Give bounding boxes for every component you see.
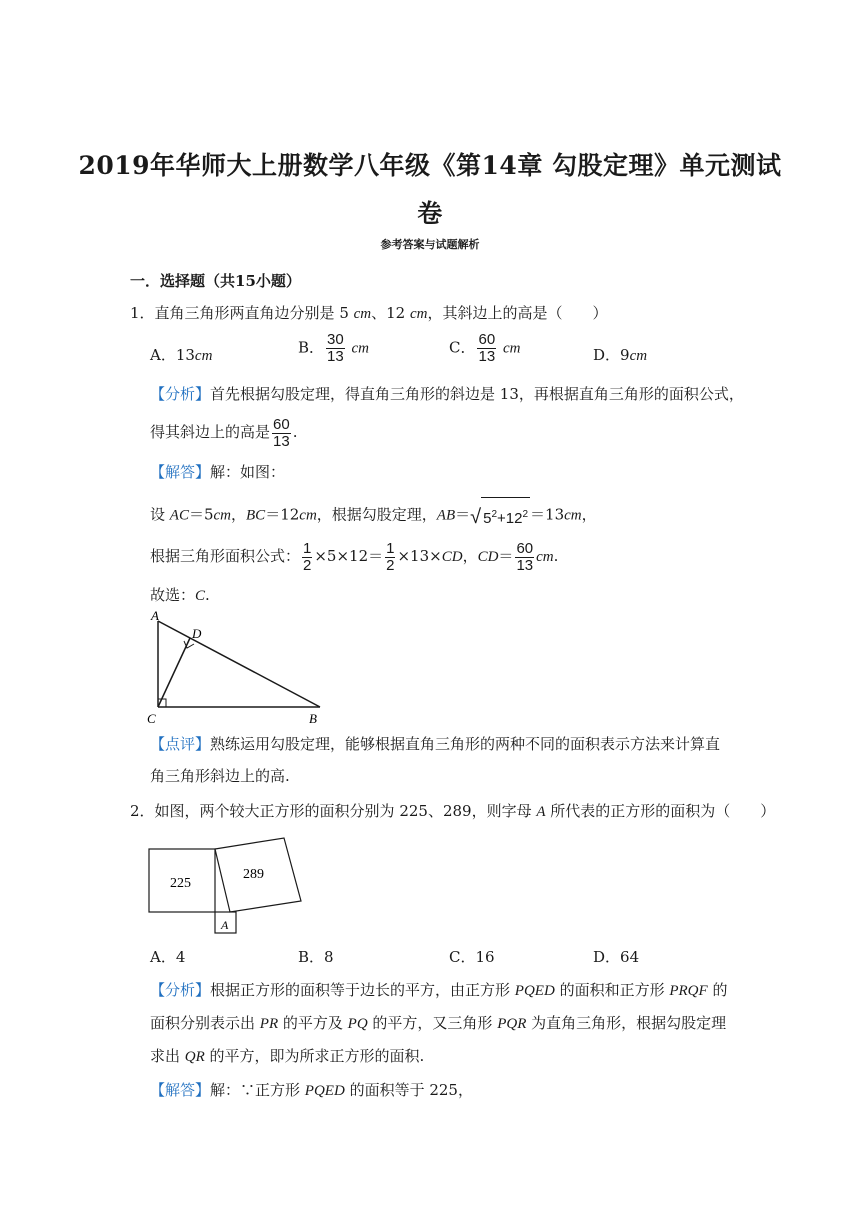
math-text: ， <box>462 547 478 565</box>
option-label: B． <box>298 338 325 357</box>
option-label: A．13 <box>150 346 195 364</box>
math-var: PQED <box>304 1083 345 1099</box>
q2-solution <box>150 1080 473 1101</box>
q1-comment <box>150 734 720 754</box>
math-var: PRQF <box>669 983 708 999</box>
math-var: PQED <box>514 983 555 999</box>
math-var: QR <box>184 1049 205 1065</box>
fraction-numerator: 1 <box>386 539 395 557</box>
math-text: ，根据勾股定理， <box>316 505 437 524</box>
fraction-denominator: 13 <box>478 348 496 365</box>
q2-analysis-line1 <box>150 980 727 1001</box>
math-unit: cm <box>299 507 317 524</box>
q2-analysis-line3 <box>150 1046 424 1067</box>
option-unit: cm <box>629 348 648 364</box>
label-b: B <box>309 711 317 726</box>
q1-stem-text: 、12 <box>371 304 410 322</box>
option-unit: cm <box>351 340 369 357</box>
q1-stem <box>130 303 608 324</box>
analysis-text: . <box>292 423 298 441</box>
analysis-text: 的面积和正方形 <box>554 981 670 999</box>
analysis-tag: 【分析】 <box>150 981 211 999</box>
q2-analysis-line2 <box>150 1013 726 1034</box>
solution-text: 的面积等于 225， <box>344 1081 473 1099</box>
math-var: BC <box>246 507 266 524</box>
math-text: 根据三角形面积公式： <box>150 547 301 565</box>
label-a: A <box>221 918 229 932</box>
q2-option-a: A．4 <box>150 948 186 966</box>
fraction-numerator: 60 <box>516 539 534 557</box>
fraction-numerator: 60 <box>273 415 290 433</box>
q1-option-c <box>449 332 520 365</box>
fraction-denominator: 13 <box>516 556 534 574</box>
q2-option-d: D．64 <box>593 948 640 966</box>
choice-text: . <box>205 586 210 604</box>
fraction-numerator: 60 <box>478 331 496 348</box>
square-root: √ $5^2+12^2$ <box>470 497 530 534</box>
q1-analysis-line2 <box>150 413 297 451</box>
fraction <box>477 332 496 365</box>
analysis-text: 根据正方形的面积等于边长的平方，由正方形 <box>210 981 515 999</box>
math-unit: cm <box>213 507 231 524</box>
math-var: CD <box>477 549 499 565</box>
math-var: AB <box>436 507 456 524</box>
math-text: . <box>553 547 559 565</box>
document-subtitle: 参考答案与试题解析 <box>380 238 480 251</box>
fraction-denominator: 13 <box>327 348 344 365</box>
analysis-text: 的平方及 <box>278 1014 348 1032</box>
label-225: 225 <box>170 876 191 891</box>
analysis-text: 面积分别表示出 <box>150 1014 260 1032</box>
analysis-text: 的 <box>707 981 728 999</box>
option-unit: cm <box>502 340 521 357</box>
q2-option-b: B．8 <box>298 948 334 966</box>
solution-tag: 【解答】 <box>150 1081 211 1099</box>
fraction-denominator: 13 <box>273 432 290 450</box>
q2-stem-text: 所代表的正方形的面积为（ ） <box>545 802 776 820</box>
q2-stem-var: A <box>536 804 546 820</box>
label-c: C <box>147 711 156 726</box>
option-label: D．9 <box>593 346 630 364</box>
analysis-text: 求出 <box>150 1047 185 1065</box>
analysis-text: 得其斜边上的高是 <box>150 423 271 441</box>
fraction-numerator: 30 <box>327 331 344 348</box>
math-var: PR <box>259 1016 279 1032</box>
math-text: +12 <box>497 510 523 527</box>
math-text: ， <box>231 505 247 524</box>
solution-text: 解：∵正方形 <box>210 1081 305 1099</box>
q2-stem <box>130 801 775 822</box>
math-var: PQR <box>497 1016 527 1032</box>
section-heading: 一．选择题（共15小题） <box>130 272 301 290</box>
fraction <box>515 541 534 574</box>
comment-tag: 【点评】 <box>150 735 211 753</box>
math-text: ＝ <box>455 505 471 524</box>
q1-stem-text: 1．直角三角形两直角边分别是 5 <box>130 304 354 322</box>
q1-option-d <box>593 344 647 365</box>
math-var: CD <box>441 549 463 565</box>
q1-choice <box>150 585 210 606</box>
math-text: ＝13 <box>530 505 565 524</box>
math-unit: cm <box>536 549 554 565</box>
math-unit: cm <box>564 507 582 524</box>
document-title-line1: 2019年华师大上册数学八年级《第14章 勾股定理》单元测试 <box>78 151 782 180</box>
math-text: 设 <box>150 505 170 524</box>
fraction <box>302 541 312 574</box>
q1-area-line <box>150 537 558 576</box>
label-a: A <box>151 608 159 623</box>
comment-text: 熟练运用勾股定理，能够根据直角三角形的两种不同的面积表示方法来计算直 <box>210 735 721 753</box>
q1-set-line <box>150 497 597 534</box>
squares-figure <box>145 835 310 938</box>
label-d: D <box>192 626 202 641</box>
choice-answer: C <box>195 588 206 604</box>
q1-solution <box>150 462 285 482</box>
fraction <box>326 332 345 365</box>
document-title-line2: 卷 <box>417 199 443 228</box>
math-var: PQ <box>347 1016 368 1032</box>
math-exponent: 2 <box>522 509 529 520</box>
fraction-denominator: 2 <box>386 556 395 574</box>
analysis-tag: 【分析】 <box>150 385 211 403</box>
side-ab <box>158 621 320 707</box>
analysis-text: 为直角三角形，根据勾股定理 <box>526 1014 727 1032</box>
fraction <box>272 417 291 450</box>
option-label: C． <box>449 338 476 357</box>
analysis-text: 的平方，即为所求正方形的面积. <box>204 1047 425 1065</box>
math-text: ＝12 <box>265 505 300 524</box>
triangle-figure <box>143 607 328 729</box>
q1-analysis <box>150 384 744 404</box>
analysis-text: 的平方，又三角形 <box>367 1014 498 1032</box>
altitude-cd <box>158 638 190 707</box>
math-text: ＝5 <box>188 505 214 524</box>
q2-stem-text: 2．如图，两个较大正方形的面积分别为 225、289，则字母 <box>130 802 537 820</box>
choice-text: 故选： <box>150 586 196 604</box>
math-text: ， <box>581 505 597 524</box>
fraction-denominator: 2 <box>303 556 312 574</box>
q1-unit: cm <box>353 306 372 322</box>
q1-stem-text: ，其斜边上的高是（ ） <box>427 304 608 322</box>
math-var: AC <box>169 507 189 524</box>
q1-unit: cm <box>409 306 428 322</box>
analysis-text: 首先根据勾股定理，得直角三角形的斜边是 13，再根据直角三角形的面积公式， <box>210 385 744 403</box>
label-289: 289 <box>243 867 264 882</box>
math-text: ＝ <box>498 547 514 565</box>
q1-option-a <box>150 344 212 365</box>
math-text: 5 <box>483 510 492 527</box>
q1-comment-line2: 角三角形斜边上的高. <box>150 767 290 785</box>
fraction <box>385 541 395 574</box>
fraction-numerator: 1 <box>303 539 312 557</box>
solution-tag: 【解答】 <box>150 463 211 481</box>
math-text: ×13× <box>397 547 442 565</box>
q1-option-b <box>298 332 369 365</box>
q2-option-c: C．16 <box>449 948 495 966</box>
option-unit: cm <box>194 348 213 364</box>
math-text: ×5×12＝ <box>314 547 384 565</box>
math-exponent: 2 <box>491 509 498 520</box>
solution-text: 解：如图： <box>210 463 286 481</box>
